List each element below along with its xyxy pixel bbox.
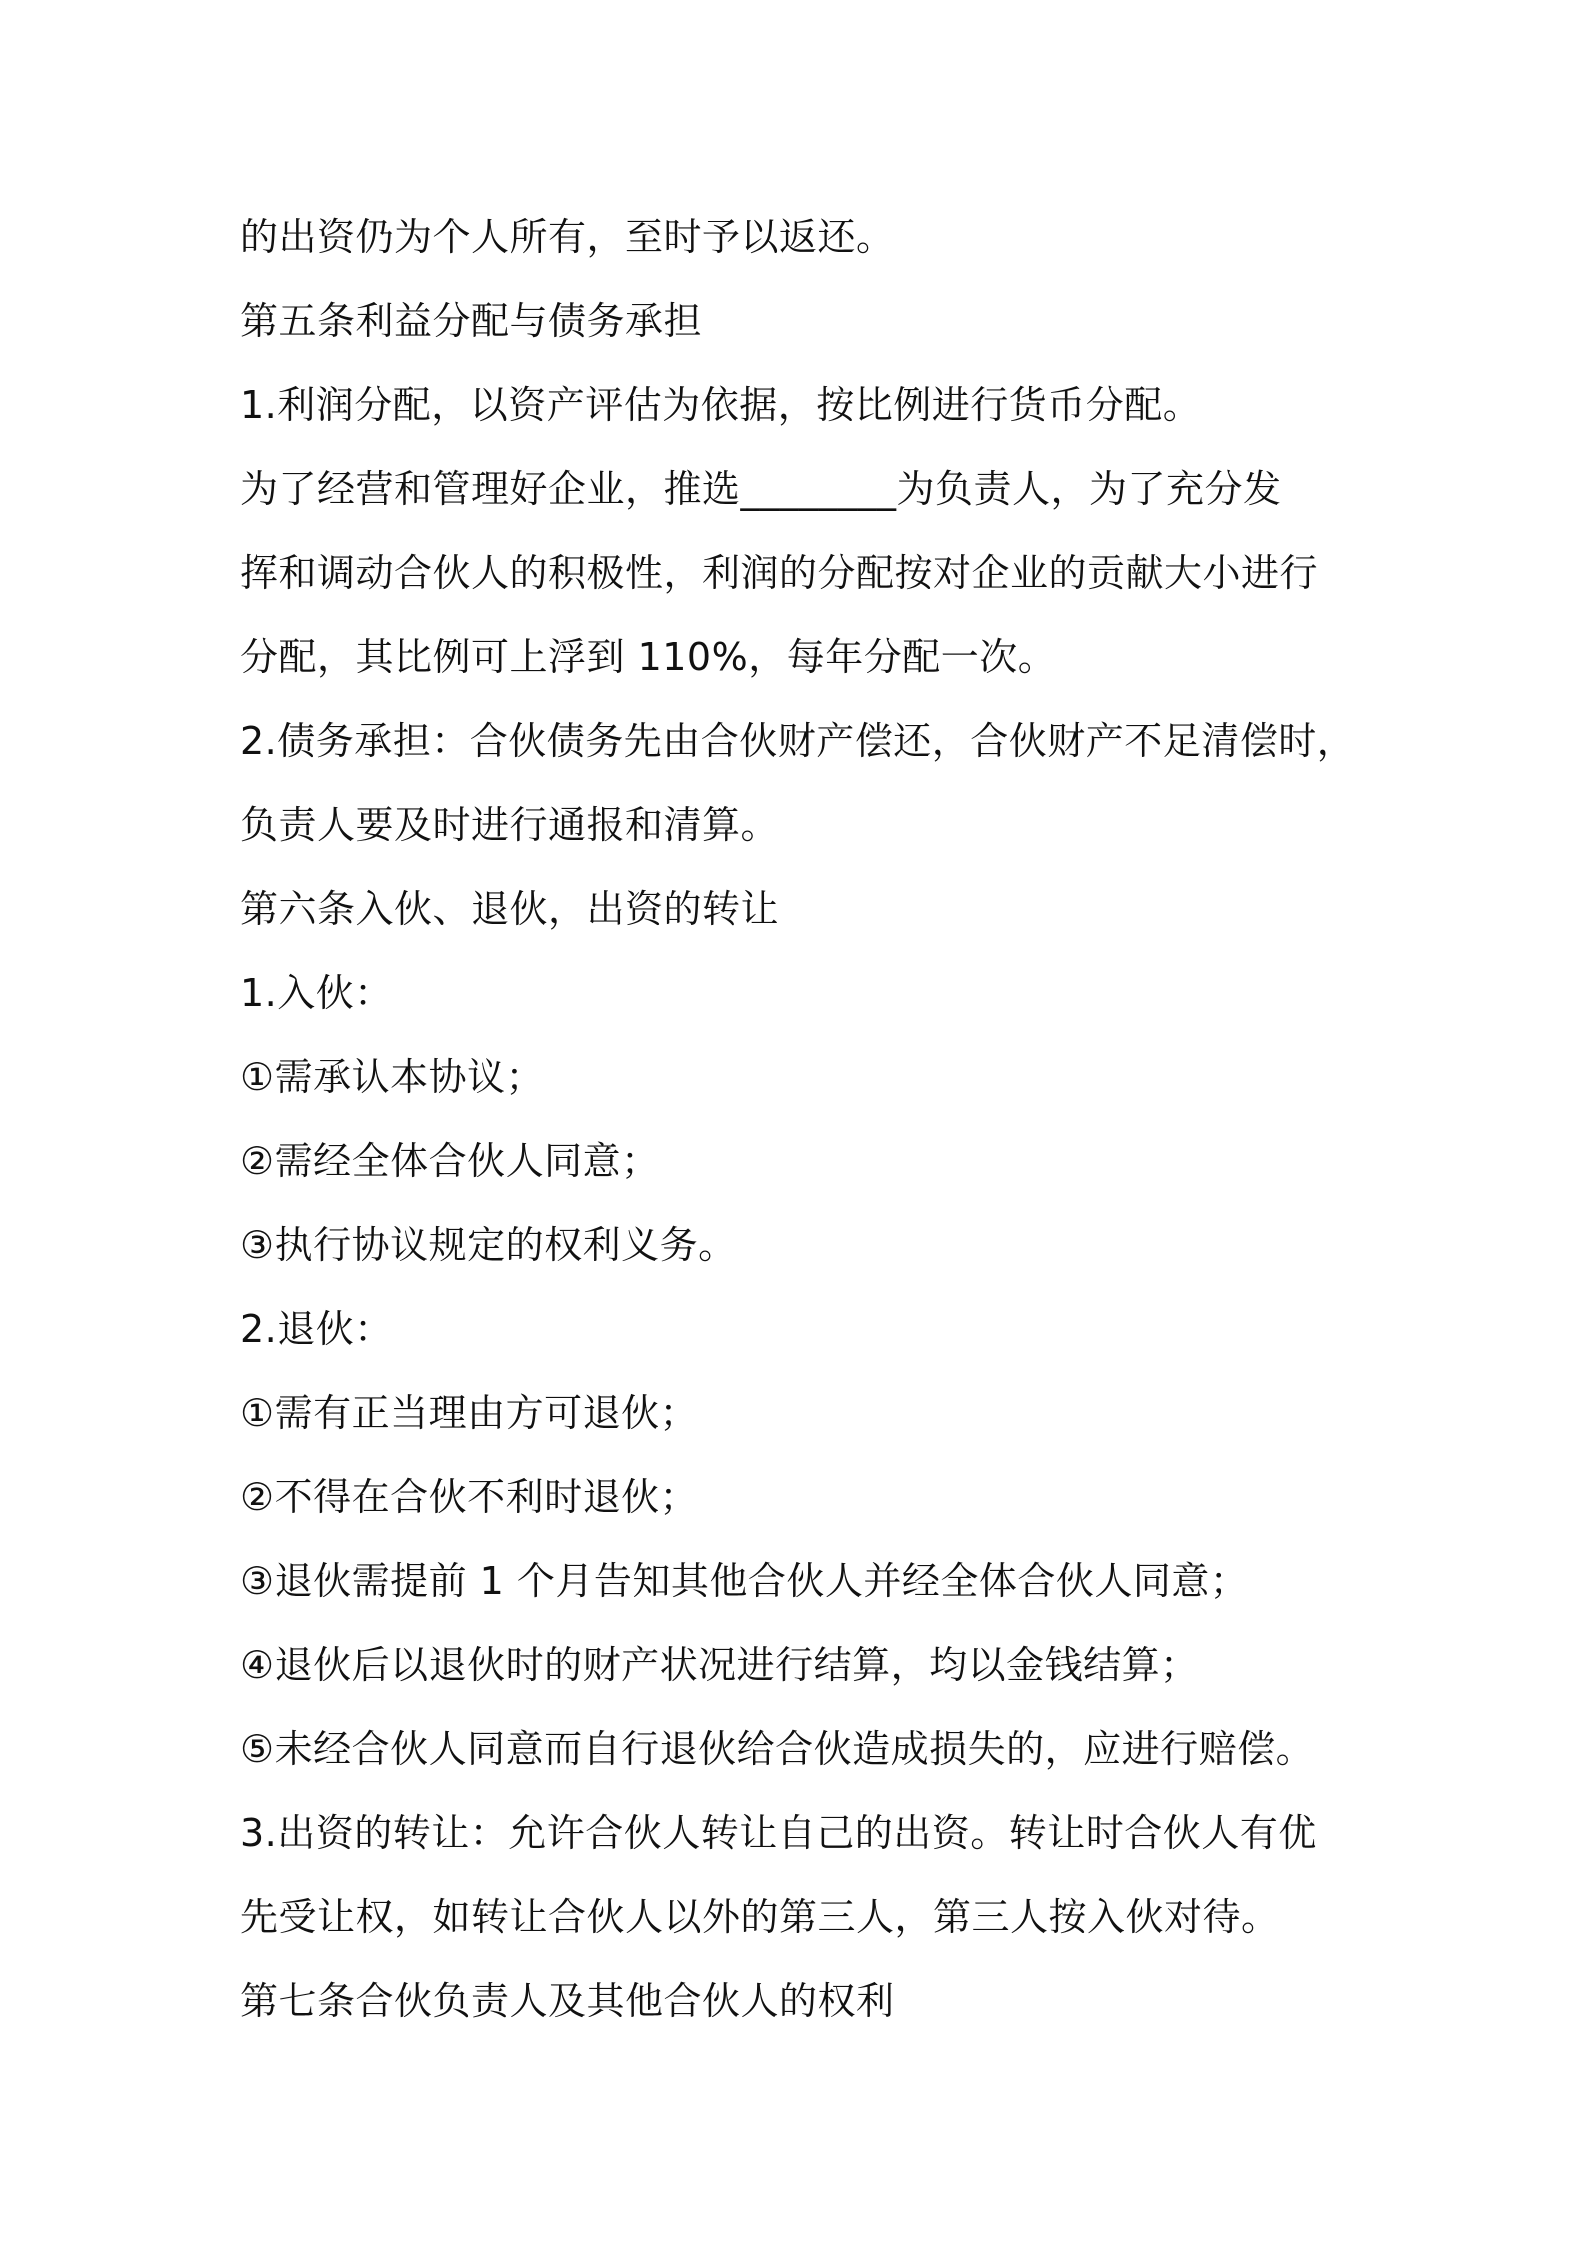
list-item: ④退伙后以退伙时的财产状况进行结算，均以金钱结算； [240, 1643, 1199, 1687]
list-item: ③退伙需提前 1 个月告知其他合伙人并经全体合伙人同意； [240, 1559, 1249, 1603]
text-line: 3.出资的转让：允许合伙人转让自己的出资。转让时合伙人有优 [240, 1811, 1317, 1855]
text-line: 先受让权，如转让合伙人以外的第三人，第三人按入伙对待。 [240, 1895, 1280, 1939]
list-item: ③执行协议规定的权利义务。 [240, 1223, 737, 1267]
text-line: 挥和调动合伙人的积极性，利润的分配按对企业的贡献大小进行 [240, 551, 1319, 595]
list-item: ②需经全体合伙人同意； [240, 1139, 660, 1183]
list-item: ⑤未经合伙人同意而自行退伙给合伙造成损失的，应进行赔偿。 [240, 1727, 1315, 1771]
subheading-withdrawal: 2.退伙： [240, 1307, 393, 1351]
text-line: 1.利润分配，以资产评估为依据，按比例进行货币分配。 [240, 383, 1202, 427]
list-item: ①需有正当理由方可退伙； [240, 1391, 699, 1435]
section-heading-article-5: 第五条利益分配与债务承担 [240, 299, 703, 343]
text-line: 的出资仍为个人所有，至时予以返还。 [240, 215, 895, 259]
list-item: ②不得在合伙不利时退伙； [240, 1475, 699, 1519]
section-heading-article-7: 第七条合伙负责人及其他合伙人的权利 [240, 1979, 895, 2023]
document-body [240, 195, 1360, 2043]
subheading-joining: 1.入伙： [240, 971, 393, 1015]
text-line: 为了经营和管理好企业，推选________为负责人，为了充分发 [240, 467, 1282, 511]
section-heading-article-6: 第六条入伙、退伙，出资的转让 [240, 887, 780, 931]
text-line: 分配，其比例可上浮到 110%，每年分配一次。 [240, 635, 1057, 679]
text-line: 负责人要及时进行通报和清算。 [240, 803, 780, 847]
text-line: 2.债务承担：合伙债务先由合伙财产偿还，合伙财产不足清偿时， [240, 719, 1356, 763]
list-item: ①需承认本协议； [240, 1055, 545, 1099]
